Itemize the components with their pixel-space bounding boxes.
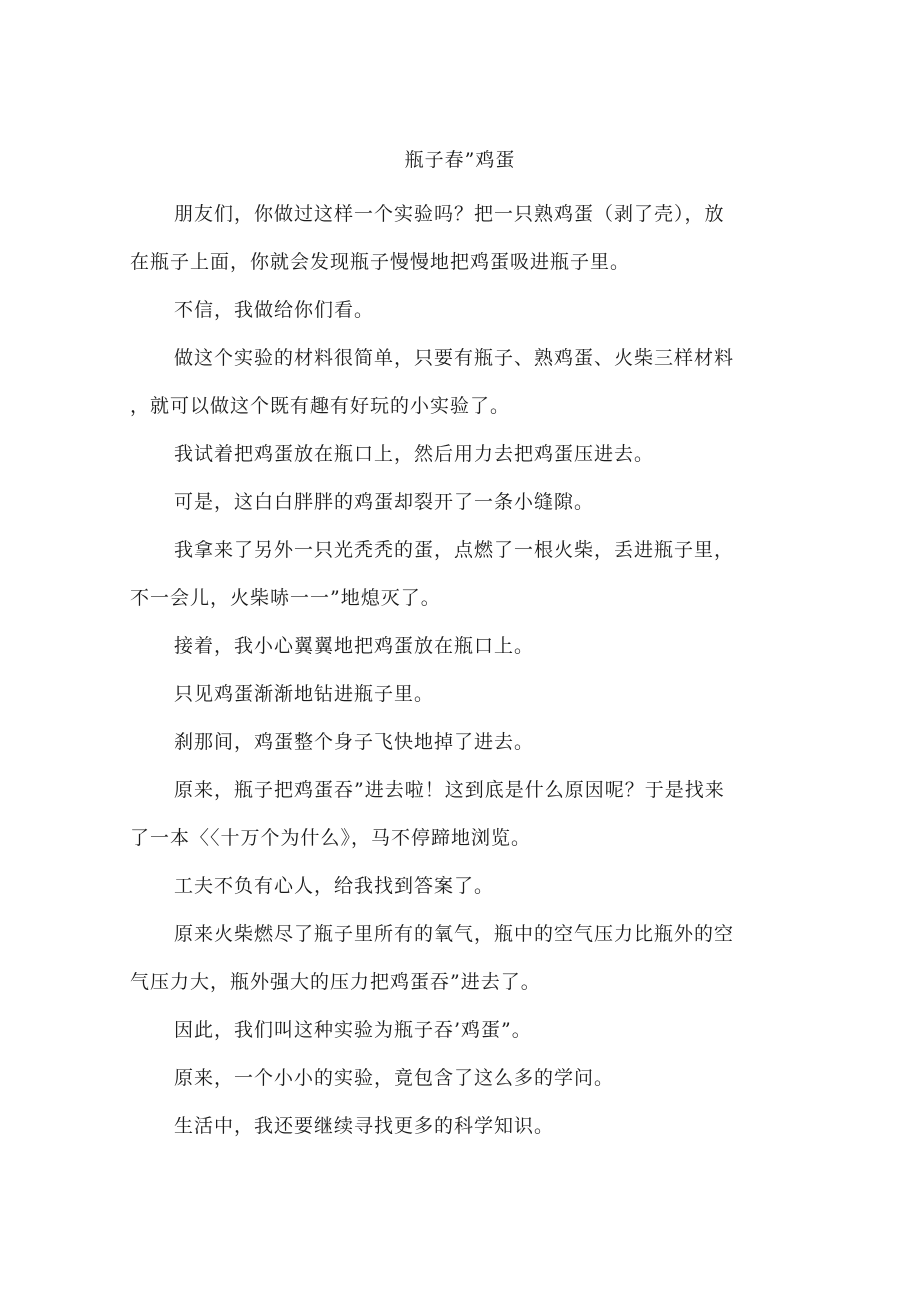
paragraph-line: 我拿来了另外一只光秃秃的蛋，点燃了一根火柴，丢进瓶子里， xyxy=(174,539,735,561)
paragraph xyxy=(130,190,750,286)
paragraph xyxy=(130,1006,750,1054)
paragraph-line: ，就可以做这个既有趣有好玩的小实验了。 xyxy=(130,395,511,417)
paragraph xyxy=(130,718,750,766)
paragraph xyxy=(130,1054,750,1102)
paragraph-line: 接着，我小心翼翼地把鸡蛋放在瓶口上。 xyxy=(174,635,535,657)
paragraph-line: 刹那间，鸡蛋整个身子飞快地掉了进去。 xyxy=(174,731,535,753)
paragraph-line: 气压力大，瓶外强大的压力把鸡蛋吞”进去了。 xyxy=(130,971,541,993)
paragraph xyxy=(130,670,750,718)
paragraph xyxy=(130,862,750,910)
paragraph-line: 朋友们，你做过这样一个实验吗？把一只熟鸡蛋（剥了壳），放 xyxy=(174,203,725,225)
paragraph xyxy=(130,478,750,526)
paragraph xyxy=(130,286,750,334)
paragraph-line: 了一本〈〈十万个为什么》，马不停蹄地浏览。 xyxy=(130,827,532,849)
paragraph xyxy=(130,910,750,1006)
paragraph-line: 生活中，我还要继续寻找更多的科学知识。 xyxy=(174,1115,555,1137)
paragraph xyxy=(130,766,750,862)
paragraph xyxy=(130,1102,750,1150)
paragraph xyxy=(130,622,750,670)
paragraph-line: 原来，瓶子把鸡蛋吞”进去啦！这到底是什么原因呢？于是找来 xyxy=(174,779,725,801)
paragraph-line: 不一会儿，火柴哧一一”地熄灭了。 xyxy=(130,587,441,609)
paragraph-line: 做这个实验的材料很简单，只要有瓶子、熟鸡蛋、火柴三样材料 xyxy=(174,347,735,369)
paragraph-line: 可是，这白白胖胖的鸡蛋却裂开了一条小缝隙。 xyxy=(174,491,595,513)
paragraph-line: 我试着把鸡蛋放在瓶口上，然后用力去把鸡蛋压进去。 xyxy=(174,443,655,465)
paragraph xyxy=(130,430,750,478)
paragraph-line: 因此，我们叫这种实验为瓶子吞’鸡蛋”。 xyxy=(174,1019,532,1041)
paragraph-line: 原来，一个小小的实验，竟包含了这么多的学问。 xyxy=(174,1067,615,1089)
paragraph-line: 不信，我做给你们看。 xyxy=(174,299,375,321)
paragraph-line: 在瓶子上面，你就会发现瓶子慢慢地把鸡蛋吸进瓶子里。 xyxy=(130,251,631,273)
paragraph-line: 工夫不负有心人，给我找到答案了。 xyxy=(174,875,495,897)
document-body xyxy=(130,190,750,1150)
paragraph-line: 只见鸡蛋渐渐地钻进瓶子里。 xyxy=(174,683,435,705)
document-title: 瓶子春”鸡蛋 xyxy=(404,149,516,171)
paragraph xyxy=(130,334,750,430)
paragraph xyxy=(130,526,750,622)
paragraph-line: 原来火柴燃尽了瓶子里所有的氧气，瓶中的空气压力比瓶外的空 xyxy=(174,923,735,945)
